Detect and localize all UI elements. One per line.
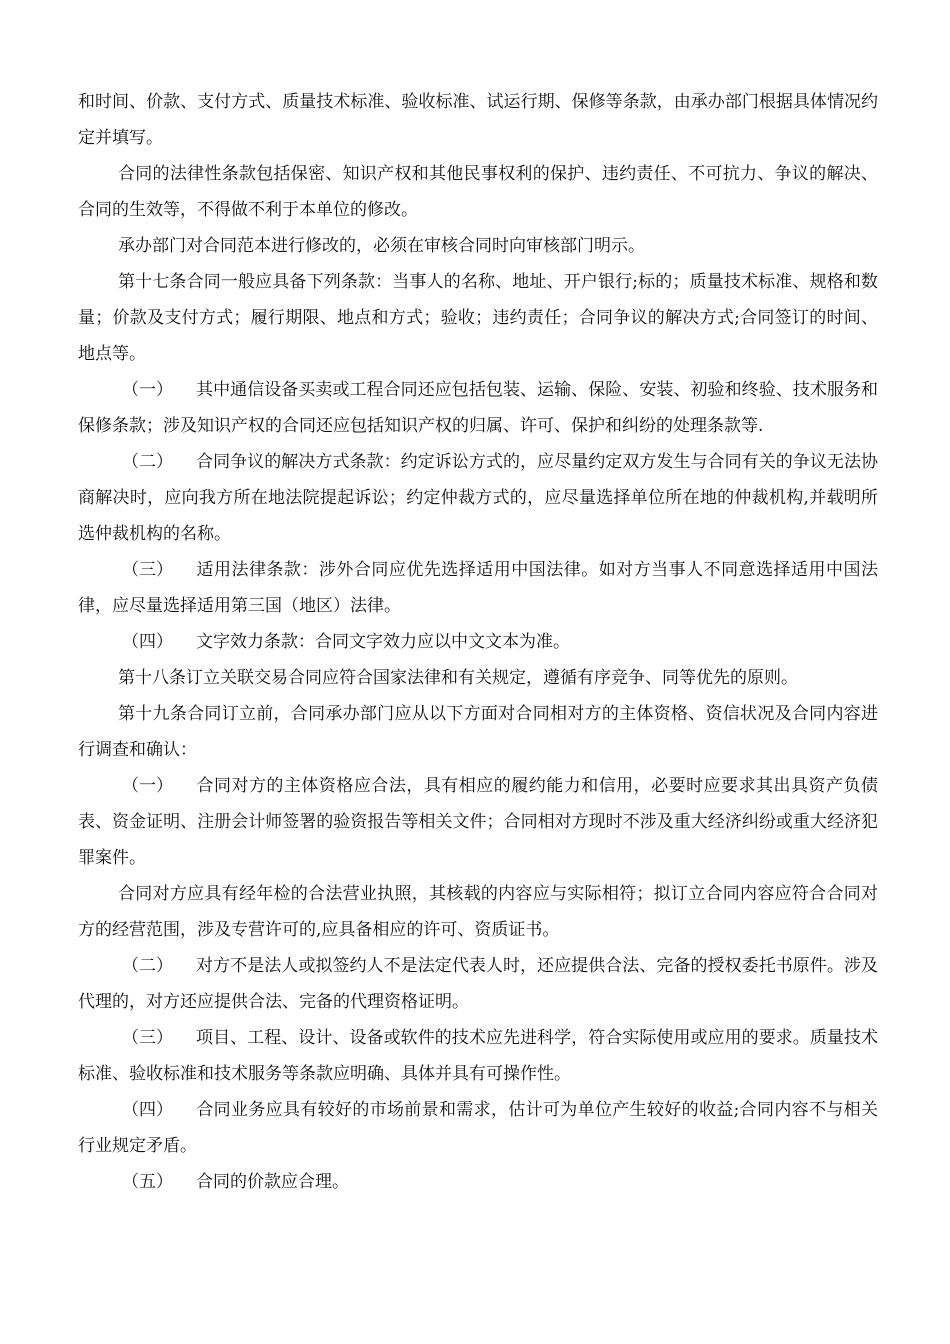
paragraph-continued: 和时间、价款、支付方式、质量技术标准、验收标准、试运行期、保修等条款，由承办部门根据具体情况约定并填写。 (78, 92, 878, 148)
article-19-item-5 (78, 1164, 878, 1200)
item-text: 对方不是法人或拟签约人不是法定代表人时，还应提供合法、完备的授权委托书原件。涉及代理的，对方还应提供合法、完备的代理资格证明。 (78, 956, 878, 1012)
article-17-item-2 (78, 444, 878, 552)
article-17-item-1 (78, 372, 878, 444)
item-number: （一） (122, 380, 173, 400)
article-19-item-3 (78, 1020, 878, 1092)
item-text: 适用法律条款：涉外合同应优先选择适用中国法律。如对方当事人不同意选择适用中国法律，应尽量选择适用第三国（地区）法律。 (78, 560, 878, 616)
article-17-item-3 (78, 552, 878, 624)
item-number: （二） (122, 956, 173, 976)
item-number: （四） (122, 1100, 173, 1120)
paragraph-article-18: 第十八条订立关联交易合同应符合国家法律和有关规定，遵循有序竞争、同等优先的原则。 (118, 668, 798, 688)
item-text: 文字效力条款：合同文字效力应以中文文本为准。 (196, 632, 570, 652)
item-number: （三） (122, 560, 173, 580)
article-19-item-4 (78, 1092, 878, 1164)
item-number: （五） (122, 1172, 173, 1192)
item-number: （四） (122, 632, 173, 652)
paragraph-article-17: 第十七条合同一般应具备下列条款：当事人的名称、地址、开户银行;标的；质量技术标准、规格和数量；价款及支付方式；履行期限、地点和方式；验收；违约责任；合同争议的解决方式;合同签订的时间、地点等。 (78, 272, 878, 364)
paragraph-article-19: 第十九条合同订立前，合同承办部门应从以下方面对合同相对方的主体资格、资信状况及合同内容进行调查和确认： (78, 704, 878, 760)
document-body (78, 84, 878, 1200)
item-text: 合同的价款应合理。 (196, 1172, 349, 1192)
item-text: 合同争议的解决方式条款：约定诉讼方式的，应尽量约定双方发生与合同有关的争议无法协商解决时，应向我方所在地法院提起诉讼；约定仲裁方式的，应尽量选择单位所在地的仲裁机构,并载明所选仲裁机构的名称。 (78, 452, 878, 544)
article-19-item-2 (78, 948, 878, 1020)
item-number: （三） (122, 1028, 173, 1048)
item-number: （二） (122, 452, 173, 472)
article-19-item-1 (78, 768, 878, 876)
paragraph-template-modification: 承办部门对合同范本进行修改的，必须在审核合同时向审核部门明示。 (118, 236, 645, 256)
item-number: （一） (122, 776, 173, 796)
item-text: 合同业务应具有较好的市场前景和需求，估计可为单位产生较好的收益;合同内容不与相关行业规定矛盾。 (78, 1100, 878, 1156)
paragraph-business-license: 合同对方应具有经年检的合法营业执照，其核载的内容应与实际相符；拟订立合同内容应符合合同对方的经营范围，涉及专营许可的,应具备相应的许可、资质证书。 (78, 884, 878, 940)
item-text: 其中通信设备买卖或工程合同还应包括包装、运输、保险、安装、初验和终验、技术服务和保修条款；涉及知识产权的合同还应包括知识产权的归属、许可、保护和纠纷的处理条款等. (78, 380, 878, 436)
item-text: 合同对方的主体资格应合法，具有相应的履约能力和信用，必要时应要求其出具资产负债表、资金证明、注册会计师签署的验资报告等相关文件；合同相对方现时不涉及重大经济纠纷或重大经济犯罪案件。 (78, 776, 878, 868)
article-17-item-4 (78, 624, 878, 660)
paragraph-legal-clauses: 合同的法律性条款包括保密、知识产权和其他民事权利的保护、违约责任、不可抗力、争议的解决、合同的生效等，不得做不利于本单位的修改。 (78, 164, 878, 220)
item-text: 项目、工程、设计、设备或软件的技术应先进科学，符合实际使用或应用的要求。质量技术标准、验收标准和技术服务等条款应明确、具体并具有可操作性。 (78, 1028, 878, 1084)
